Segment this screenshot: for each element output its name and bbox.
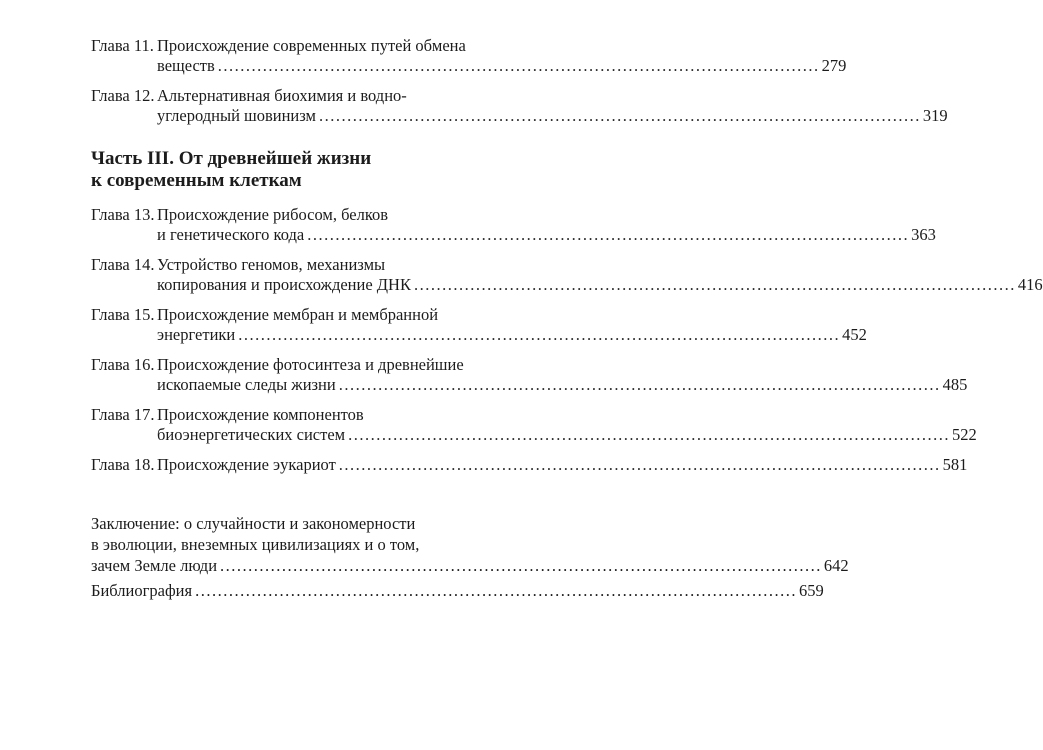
chapter-title: Происхождение рибосом, белков: [157, 205, 389, 224]
chapter-title: Происхождение компонентов: [157, 405, 364, 424]
toc-entry-bibliography[interactable]: [91, 580, 824, 601]
page-number: 319: [922, 106, 948, 125]
conclusion-title-line-2: в эволюции, внеземных цивилизациях и о том,: [91, 535, 420, 554]
toc-entry-chapter-11[interactable]: [91, 36, 847, 76]
chapter-title-continued: и генетического кода: [157, 225, 305, 244]
chapter-number: Глава 11.: [91, 36, 154, 55]
leader-dots: ...........................................................................................................: [307, 225, 910, 244]
chapter-number: Глава 14.: [91, 255, 155, 274]
page-number: 642: [823, 556, 849, 575]
page-number: 581: [942, 455, 968, 474]
leader-dots: ...........................................................................................................: [195, 581, 797, 600]
toc-entry-conclusion[interactable]: [91, 513, 849, 576]
page-number: 363: [911, 225, 936, 244]
chapter-title-continued: копирования и происхождение ДНК: [157, 275, 411, 294]
page-number: 279: [821, 56, 847, 75]
leader-dots: ...........................................................................................................: [338, 375, 941, 394]
chapter-number: Глава 18.: [91, 455, 155, 474]
toc-entry-chapter-13[interactable]: [91, 205, 936, 245]
toc-entry-chapter-17[interactable]: [91, 405, 977, 445]
page-number: 659: [798, 581, 824, 600]
leader-dots: ...........................................................................................................: [413, 275, 1016, 294]
chapter-number: Глава 17.: [91, 405, 155, 424]
conclusion-title-line-3: зачем Земле люди: [91, 556, 218, 575]
chapter-title-continued: биоэнергетических систем: [157, 425, 346, 444]
part-heading-line-1: Часть III. От древнейшей жизни: [91, 148, 372, 169]
chapter-title: Происхождение эукариот: [157, 455, 336, 474]
chapter-title-continued: энергетики: [157, 325, 236, 344]
leader-dots: ...........................................................................................................: [348, 425, 950, 444]
chapter-title-continued: ископаемые следы жизни: [157, 375, 336, 394]
leader-dots: ...........................................................................................................: [238, 325, 841, 344]
chapter-title: Альтернативная биохимия и водно-: [157, 86, 407, 105]
leader-dots: ...........................................................................................................: [220, 556, 822, 575]
chapter-number: Глава 12.: [91, 86, 155, 105]
chapter-title-continued: веществ: [157, 56, 215, 75]
toc-entry-chapter-16[interactable]: [91, 355, 968, 395]
page-number: 452: [842, 325, 867, 344]
chapter-title: Происхождение мембран и мембранной: [157, 305, 439, 324]
chapter-title: Происхождение фотосинтеза и древнейшие: [157, 355, 464, 374]
chapter-number: Глава 15.: [91, 305, 155, 324]
leader-dots: ...........................................................................................................: [319, 106, 921, 125]
chapter-number: Глава 16.: [91, 355, 155, 374]
toc-entry-chapter-15[interactable]: [91, 305, 867, 345]
toc-entry-chapter-12[interactable]: [91, 86, 948, 126]
toc-entry-chapter-18[interactable]: [91, 455, 968, 475]
part-heading-line-2: к современным клеткам: [91, 170, 302, 191]
leader-dots: ...........................................................................................................: [217, 56, 820, 75]
chapter-number: Глава 13.: [91, 205, 155, 224]
chapter-title: Происхождение современных путей обмена: [157, 36, 466, 55]
bibliography-title: Библиография: [91, 581, 193, 600]
page-number: 485: [942, 375, 968, 394]
page-number: 522: [951, 425, 977, 444]
chapter-title: Устройство геномов, механизмы: [157, 255, 386, 274]
chapter-title-continued: углеродный шовинизм: [157, 106, 316, 125]
page-number: 416: [1017, 275, 1043, 294]
conclusion-title-line-1: Заключение: о случайности и закономерности: [91, 514, 416, 533]
leader-dots: ...........................................................................................................: [338, 455, 941, 474]
part-heading: [91, 148, 515, 192]
toc-entry-chapter-14[interactable]: [91, 255, 1043, 295]
